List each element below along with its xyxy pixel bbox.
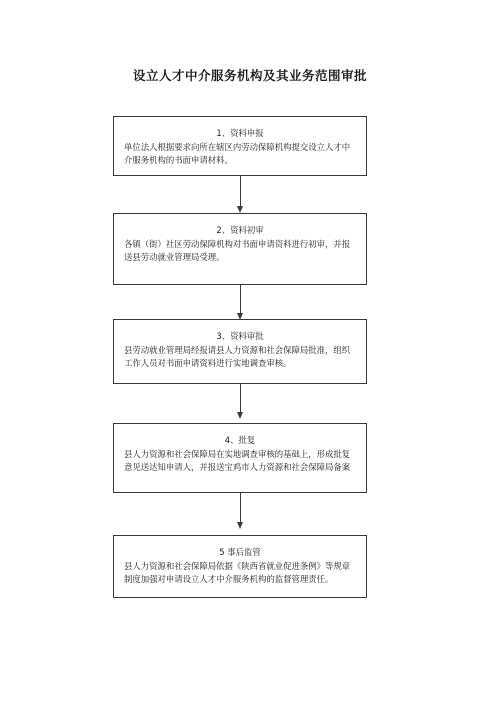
arrow-4-to-5-head <box>237 522 243 529</box>
flow-step-1 <box>113 116 367 176</box>
step-1-body: 单位法人根据要求向所在辖区内劳动保障机构提交设立人才中介服务机构的书面申请材料。 <box>124 142 351 165</box>
arrow-2-to-3 <box>240 285 241 314</box>
step-2-body: 各镇（街）社区劳动保障机构对书面申请资料进行初审，并报送县劳动就业管理局受理。 <box>124 239 351 262</box>
flow-step-3 <box>113 319 367 384</box>
arrow-1-to-2-head <box>237 206 243 213</box>
arrow-3-to-4 <box>240 384 241 413</box>
step-3-heading: 3、资料审批 <box>216 331 264 341</box>
step-4-heading: 4、批复 <box>224 435 256 445</box>
flow-step-5 <box>113 535 367 598</box>
step-4-body: 县人力资源和社会保障局在实地调查审核的基础上，形成批复意见送达知申请人，并报送宝鸡市人力资源和社会保障局备案 <box>124 449 351 472</box>
arrow-3-to-4-head <box>237 412 243 419</box>
page-title: 设立人才中介服务机构及其业务范围审批 <box>132 68 367 83</box>
arrow-1-to-2 <box>240 176 241 207</box>
step-3-body: 县劳动就业管理局经报请县人力资源和社会保障局批准，组织工作人员对书面申请资料进行实地调查审核。 <box>124 345 351 368</box>
step-5-body: 县人力资源和社会保障局依据《陕西省就业促进条例》等规章制度加强对申请设立人才中介服务机构的监督管理责任。 <box>124 561 351 584</box>
flow-step-4 <box>113 423 367 493</box>
step-1-heading: 1、资料申报 <box>216 128 264 138</box>
step-5-heading: 5 事后监管 <box>219 547 261 557</box>
flow-step-2 <box>113 213 367 285</box>
arrow-4-to-5 <box>240 493 241 523</box>
step-2-heading: 2、资料初审 <box>216 225 264 235</box>
